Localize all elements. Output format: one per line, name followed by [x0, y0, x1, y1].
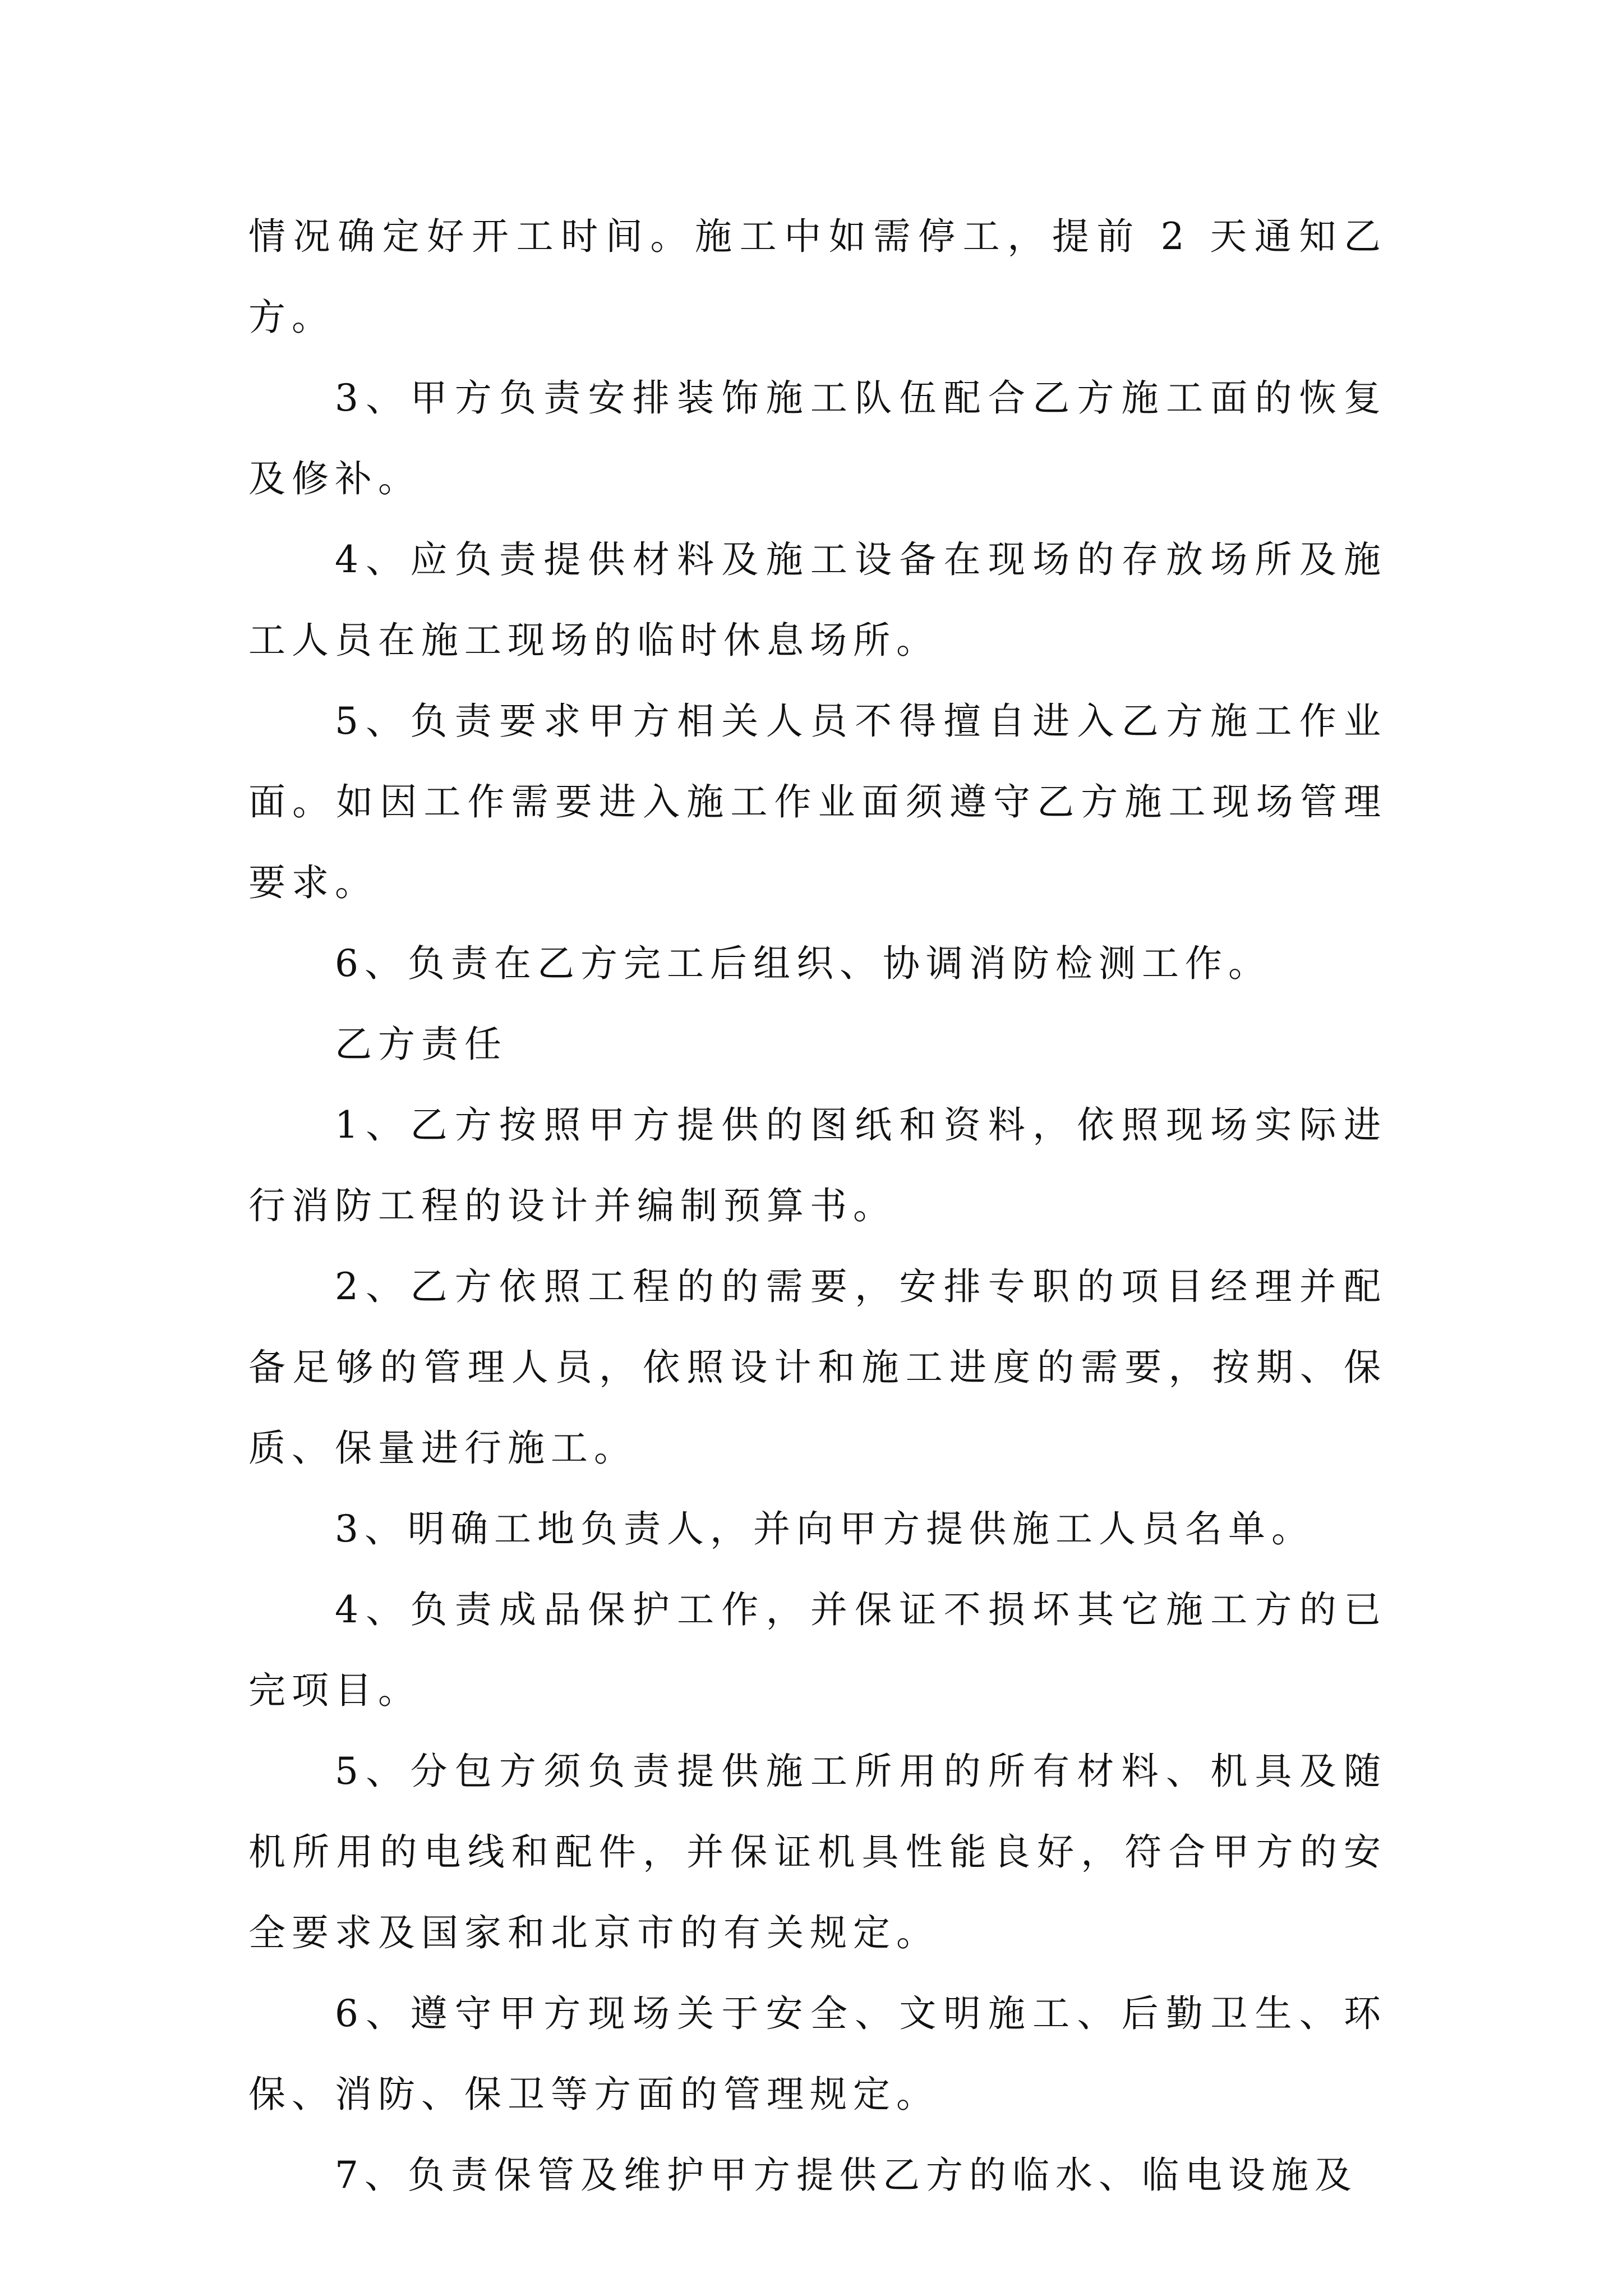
- paragraph-party-b-item-7: 7、负责保管及维护甲方提供乙方的临水、临电设施及: [335, 2154, 1358, 2197]
- paragraph-party-b-item-3: 3、明确工地负责人，并向甲方提供施工人员名单。: [335, 1507, 1315, 1550]
- paragraph-party-b-item-1: 1、乙方按照甲方提供的图纸和资料，依照现场实际进行消防工程的设计并编制预算书。: [248, 1103, 1387, 1227]
- paragraph-party-b-item-4: 4、负责成品保护工作，并保证不损坏其它施工方的已完项目。: [248, 1588, 1387, 1712]
- paragraph-party-a-item-6: 6、负责在乙方完工后组织、协调消防检测工作。: [335, 942, 1271, 985]
- paragraph-party-a-item-3: 3、甲方负责安排装饰施工队伍配合乙方施工面的恢复及修补。: [248, 376, 1387, 500]
- paragraph-party-b-item-5: 5、分包方须负责提供施工所用的所有材料、机具及随机所用的电线和配件，并保证机具性能良好，符合甲方的安全要求及国家和北京市的有关规定。: [248, 1750, 1387, 1954]
- paragraph-continuation: 情况确定好开工时间。施工中如需停工，提前 2 天通知乙方。: [248, 215, 1387, 339]
- paragraph-party-a-item-5: 5、负责要求甲方相关人员不得擅自进入乙方施工作业面。如因工作需要进入施工作业面须遵守乙方施工现场管理要求。: [248, 700, 1387, 904]
- paragraph-party-a-item-4: 4、应负责提供材料及施工设备在现场的存放场所及施工人员在施工现场的临时休息场所。: [248, 538, 1387, 662]
- paragraph-party-b-item-2: 2、乙方依照工程的的需要，安排专职的项目经理并配备足够的管理人员，依照设计和施工进度的需要，按期、保质、保量进行施工。: [248, 1265, 1387, 1470]
- paragraph-party-b-item-6: 6、遵守甲方现场关于安全、文明施工、后勤卫生、环保、消防、保卫等方面的管理规定。: [248, 1992, 1387, 2116]
- document-body: [248, 196, 1387, 2216]
- section-heading-party-b: 乙方责任: [335, 1023, 508, 1066]
